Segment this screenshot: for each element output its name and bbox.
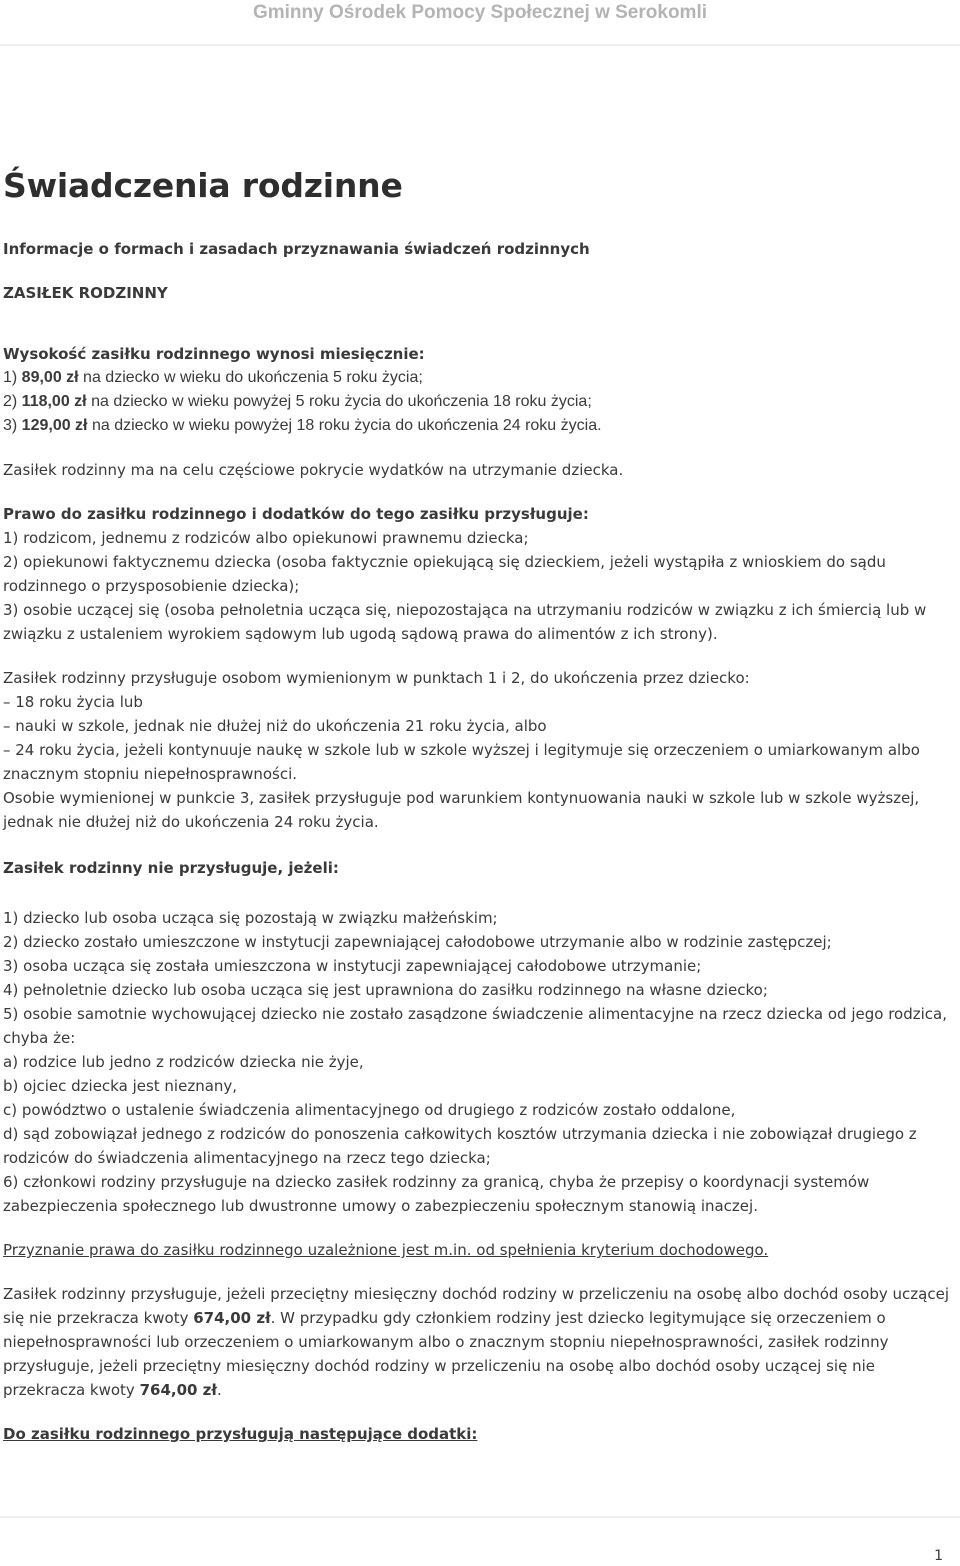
purpose-text: Zasiłek rodzinny ma na celu częściowe pokrycie wydatków na utrzymanie dziecka.	[3, 461, 624, 479]
exclusion-item: b) ojciec dziecka jest nieznany,	[3, 1077, 238, 1095]
footer-divider	[0, 1516, 960, 1518]
exclusion-item: c) powództwo o ustalenie świadczenia alimentacyjnego od drugiego z rodziców zostało oddalone,	[3, 1101, 736, 1119]
amounts-heading: Wysokość zasiłku rodzinnego wynosi miesięcznie:	[3, 345, 425, 363]
exclusion-item: 5) osobie samotnie wychowującej dziecko nie zostało zasądzone świadczenie alimentacyjne na rzecz dziecka od jego rodzica, chyba że:	[3, 1005, 947, 1047]
age-limit-line: Osobie wymienionej w punkcie 3, zasiłek przysługuje pod warunkiem kontynuowania nauki w szkole lub w szkole wyższej, jednak nie dłużej niż do ukończenia 24 roku życia.	[3, 789, 920, 831]
eligible-block	[3, 502, 958, 646]
site-header	[0, 0, 960, 46]
intro-heading: Informacje o formach i zasadach przyznawania świadczeń rodzinnych	[3, 240, 590, 258]
income-paragraph: Zasiłek rodzinny przysługuje, jeżeli przeciętny miesięczny dochód rodziny w przeliczeniu na osobę albo dochód osoby uczącej się nie przekracza kwoty 674,00 zł. W przypadku gdy członkiem rodziny jest dziecko legitymujące się orzeczeniem o niepełnosprawności lub orzeczeniem o umiarkowanym albo o znacznym stopniu niepełnosprawności, zasiłek rodzinny przysługuje, jeżeli przeciętny miesięczny dochód rodziny w przeliczeniu na osobę albo dochód osoby uczącej się nie przekracza kwoty 764,00 zł.	[3, 1285, 949, 1399]
supplements-heading[interactable]: Do zasiłku rodzinnego przysługują następujące dodatki:	[3, 1425, 478, 1443]
amount-item: 2) 118,00 zł na dziecko w wieku powyżej 5 roku życia do ukończenia 18 roku życia;	[3, 393, 592, 410]
eligible-item: 1) rodzicom, jednemu z rodziców albo opiekunowi prawnemu dziecka;	[3, 529, 529, 547]
page-number: 1	[934, 1548, 943, 1564]
amount-item: 3) 129,00 zł na dziecko w wieku powyżej 18 roku życia do ukończenia 24 roku życia.	[3, 417, 602, 434]
age-limit-line: Zasiłek rodzinny przysługuje osobom wymienionym w punktach 1 i 2, do ukończenia przez dziecko:	[3, 669, 750, 687]
eligible-heading: Prawo do zasiłku rodzinnego i dodatków do tego zasiłku przysługuje:	[3, 505, 589, 523]
page-title: Świadczenia rodzinne	[3, 166, 403, 205]
article-content	[3, 237, 958, 1446]
exclusion-item: d) sąd zobowiązał jednego z rodziców do ponoszenia całkowitych kosztów utrzymania dziecka i nie zobowiązał drugiego z rodziców do świadczenia alimentacyjnego na rzecz tego dziecka;	[3, 1125, 917, 1167]
exclusion-item: 2) dziecko zostało umieszczone w instytucji zapewniającej całodobowe utrzymanie albo w rodzinie zastępczej;	[3, 933, 832, 951]
exclusions-list	[3, 906, 958, 1218]
amount-item: 1) 89,00 zł na dziecko w wieku do ukończenia 5 roku życia;	[3, 369, 423, 386]
eligible-item: 2) opiekunowi faktycznemu dziecka (osoba faktycznie opiekującą się dzieckiem, jeżeli wystąpiła z wnioskiem do sądu rodzinnego o przysposobienie dziecka);	[3, 553, 886, 595]
exclusion-item: 1) dziecko lub osoba ucząca się pozostają w związku małżeńskim;	[3, 909, 498, 927]
site-title[interactable]: Gminny Ośrodek Pomocy Społecznej w Serokomli	[252, 2, 707, 23]
exclusion-item: a) rodzice lub jedno z rodziców dziecka nie żyje,	[3, 1053, 364, 1071]
amounts-block	[3, 342, 958, 438]
exclusion-item: 4) pełnoletnie dziecko lub osoba ucząca się jest uprawniona do zasiłku rodzinnego na własne dziecko;	[3, 981, 768, 999]
age-limit-line: – 18 roku życia lub	[3, 693, 143, 711]
age-limits-block	[3, 666, 958, 834]
exclusions-heading: Zasiłek rodzinny nie przysługuje, jeżeli:	[3, 859, 339, 877]
income-criterion-link[interactable]: Przyznanie prawa do zasiłku rodzinnego uzależnione jest m.in. od spełnienia kryterium dochodowego.	[3, 1241, 769, 1259]
exclusion-item: 3) osoba ucząca się została umieszczona w instytucji zapewniającej całodobowe utrzymanie;	[3, 957, 702, 975]
section-heading: ZASIŁEK RODZINNY	[3, 284, 168, 302]
age-limit-line: – nauki w szkole, jednak nie dłużej niż do ukończenia 21 roku życia, albo	[3, 717, 547, 735]
income-amount: 764,00 zł	[139, 1381, 217, 1399]
age-limit-line: – 24 roku życia, jeżeli kontynuuje naukę w szkole lub w szkole wyższej i legitymuje się orzeczeniem o umiarkowanym albo znacznym stopniu niepełnosprawności.	[3, 741, 920, 783]
eligible-item: 3) osobie uczącej się (osoba pełnoletnia ucząca się, niepozostająca na utrzymaniu rodziców w związku z ich śmiercią lub w związku z ustaleniem wyrokiem sądowym lub ugodą sądową prawa do alimentów z ich strony).	[3, 601, 927, 643]
income-amount: 674,00 zł	[193, 1309, 271, 1327]
exclusion-item: 6) członkowi rodziny przysługuje na dziecko zasiłek rodzinny za granicą, chyba że przepisy o koordynacji systemów zabezpieczenia społecznego lub dwustronne umowy o zabezpieczeniu społecznym stanowią inaczej.	[3, 1173, 870, 1215]
